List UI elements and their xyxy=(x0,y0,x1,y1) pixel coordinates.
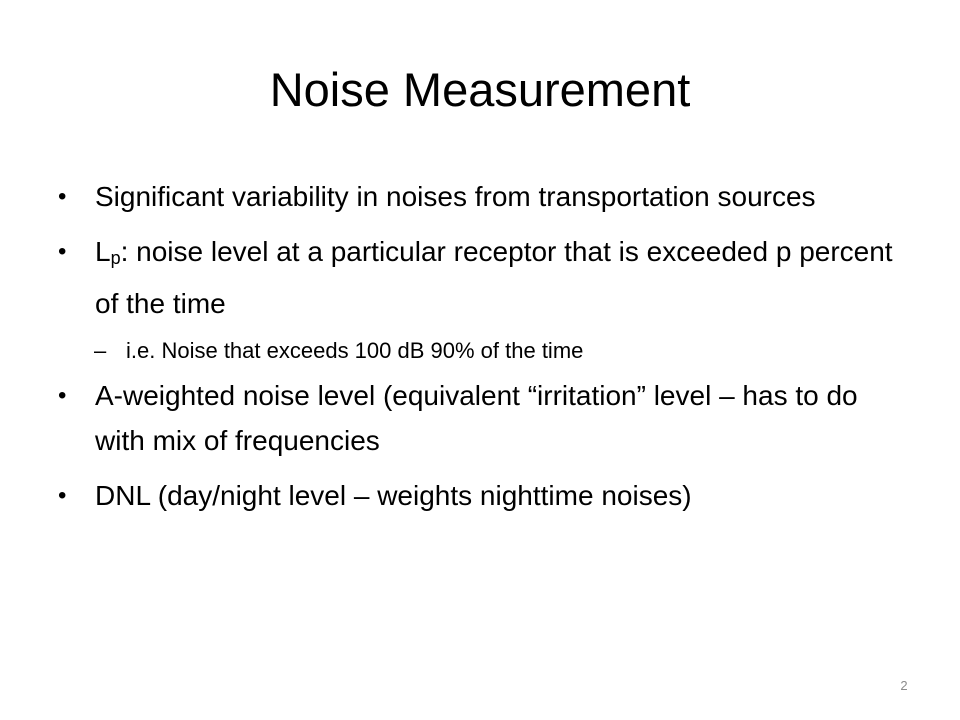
lp-symbol: L xyxy=(95,236,111,267)
bullet-icon: • xyxy=(58,382,67,409)
bullet-icon: • xyxy=(58,183,67,210)
bullet-list xyxy=(58,174,908,528)
slide-title: Noise Measurement xyxy=(269,63,691,116)
bullet-text: : noise level at a particular receptor that is exceeded p percent of the time xyxy=(95,236,893,319)
sub-bullet-item xyxy=(58,334,908,368)
bullet-text: A-weighted noise level (equivalent “irritation” level – has to do with mix of frequencies xyxy=(95,380,858,456)
bullet-icon: • xyxy=(58,238,67,265)
page-number: 2 xyxy=(900,678,908,693)
bullet-item-a-weighted xyxy=(58,373,908,463)
dash-icon: – xyxy=(94,338,107,363)
bullet-item-lp xyxy=(58,229,908,326)
bullet-text: Significant variability in noises from transportation sources xyxy=(95,181,816,212)
bullet-text: DNL (day/night level – weights nighttime noises) xyxy=(95,480,692,511)
bullet-item-variability xyxy=(58,174,908,219)
sub-bullet-text: i.e. Noise that exceeds 100 dB 90% of the time xyxy=(126,338,584,363)
lp-subscript: p xyxy=(110,248,121,268)
bullet-icon: • xyxy=(58,482,67,509)
bullet-item-dnl xyxy=(58,473,908,518)
